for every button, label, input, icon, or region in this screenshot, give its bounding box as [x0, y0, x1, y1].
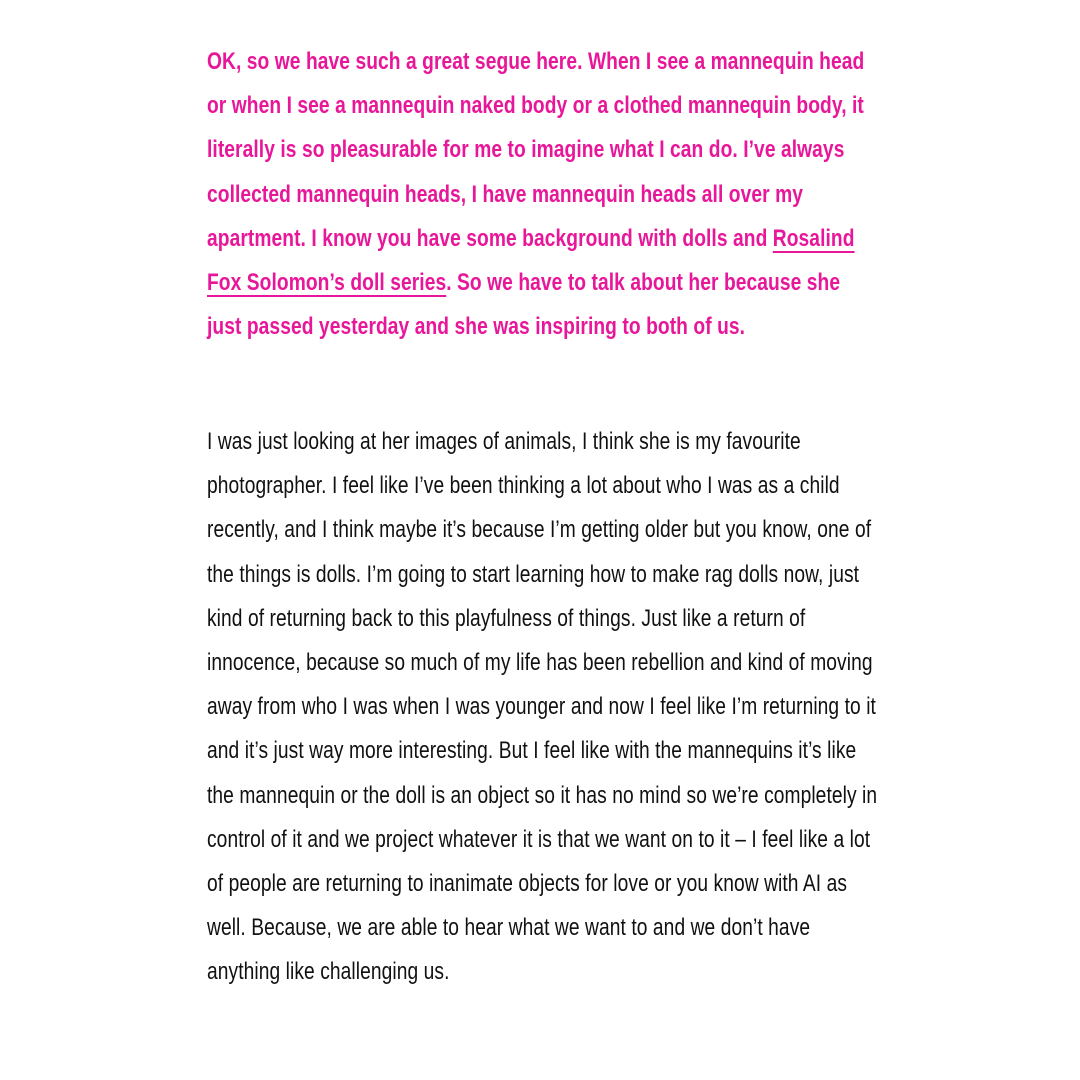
question-text-before-link: OK, so we have such a great segue here. When I see a mannequin head or when I see a mannequin naked body or a clothed mannequin body, it literally is so pleasurable for me to imagine what I can do. I’ve always collected mannequin heads, I have mannequin heads all over my apartment. I know you have some background with dolls and	[207, 48, 865, 252]
interviewer-question	[207, 40, 879, 349]
rosalind-fox-solomon-link[interactable]: Rosalind Fox Solomon’s doll series	[207, 224, 855, 297]
interviewee-answer: I was just looking at her images of animals, I think she is my favourite photographer. I feel like I’ve been thinking a lot about who I was as a child recently, and I think maybe it’s because I’m getting older but you know, one of the things is dolls. I’m going to start learning how to make rag dolls now, just kind of returning back to this playfulness of things. Just like a return of innocence, because so much of my life has been rebellion and kind of moving away from who I was when I was younger and now I feel like I’m returning to it and it’s just way more interesting. But I feel like with the mannequins it’s like the mannequin or the doll is an object so it has no mind so we’re completely in control of it and we project whatever it is that we want on to it – I feel like a lot of people are returning to inanimate objects for love or you know with AI as well. Because, we are able to hear what we want to and we don’t have anything like challenging us.	[207, 428, 878, 986]
interview-page	[207, 40, 879, 986]
question-text-after-link: . So we have to talk about her because she just passed yesterday and she was inspiring to both of us.	[207, 269, 841, 341]
